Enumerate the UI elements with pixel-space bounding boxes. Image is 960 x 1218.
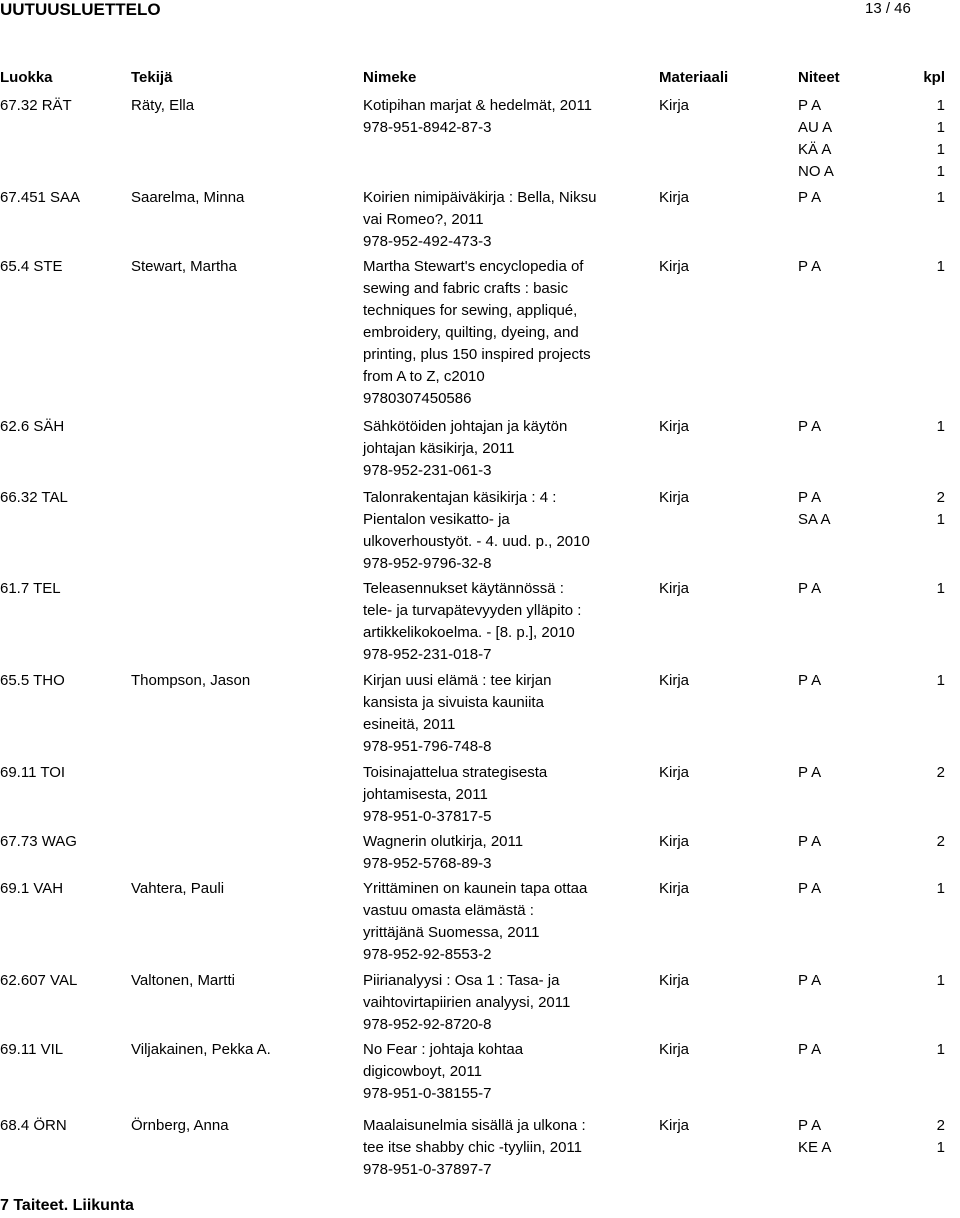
title-line: vai Romeo?, 2011 [363, 211, 484, 228]
class-code-text: 69.1 VAH [0, 880, 64, 897]
copy-count: 2 [936, 833, 945, 850]
copy-count: 1 [936, 141, 945, 158]
class-code-text: 68.4 ÖRN [0, 1117, 67, 1134]
material [659, 670, 689, 692]
title-line: Pientalon vesikatto- ja [363, 511, 510, 528]
title-line: from A to Z, c2010 [363, 368, 485, 385]
title-line: Koirien nimipäiväkirja : Bella, Niksu [363, 189, 597, 206]
copies-location [798, 762, 821, 784]
title [363, 578, 653, 666]
copies-location [798, 878, 821, 900]
author [131, 670, 250, 692]
title-line: 978-951-0-37897-7 [363, 1161, 492, 1178]
title-line: ulkoverhoustyöt. - 4. uud. p., 2010 [363, 533, 590, 550]
copies-count [937, 95, 945, 183]
location-code: KE A [798, 1139, 832, 1156]
location-code: P A [798, 189, 822, 206]
column-header-tekija: Tekijä [131, 69, 173, 86]
copies-location [798, 416, 821, 438]
copies-location [798, 970, 821, 992]
material-text: Kirja [659, 972, 690, 989]
material [659, 970, 689, 992]
copy-count: 2 [936, 764, 945, 781]
copies-count [937, 878, 945, 900]
material [659, 1039, 689, 1061]
location-code: P A [798, 764, 822, 781]
copies-count [937, 256, 945, 278]
class-code [0, 578, 61, 600]
material [659, 95, 689, 117]
column-header-materiaali: Materiaali [659, 69, 729, 86]
location-code: P A [798, 880, 822, 897]
copies-location [798, 578, 821, 600]
material-text: Kirja [659, 1041, 690, 1058]
location-code: P A [798, 418, 822, 435]
title-line: 978-951-0-37817-5 [363, 808, 492, 825]
class-code [0, 487, 68, 509]
material-text: Kirja [659, 833, 690, 850]
copy-count: 1 [936, 258, 945, 275]
class-code-text: 65.4 STE [0, 258, 63, 275]
title [363, 1115, 653, 1181]
class-code-text: 65.5 THO [0, 672, 65, 689]
title-line: techniques for sewing, appliqué, [363, 302, 578, 319]
material [659, 762, 689, 784]
copies-location [798, 256, 821, 278]
class-code-text: 62.607 VAL [0, 972, 78, 989]
location-code: SA A [798, 511, 831, 528]
title-line: Teleasennukset käytännössä : [363, 580, 564, 597]
title-line: tee itse shabby chic -tyyliin, 2011 [363, 1139, 583, 1156]
copies-location [798, 187, 821, 209]
author-text: Stewart, Martha [131, 258, 237, 275]
title-line: Sähkötöiden johtajan ja käytön [363, 418, 568, 435]
copies-count [937, 670, 945, 692]
location-code: P A [798, 1117, 822, 1134]
title-line: Kirjan uusi elämä : tee kirjan [363, 672, 552, 689]
title-line: 978-952-231-061-3 [363, 462, 492, 479]
title-line: 978-952-492-473-3 [363, 233, 492, 250]
page-number: 13 / 46 [865, 0, 911, 17]
author [131, 95, 194, 117]
copy-count: 1 [936, 972, 945, 989]
copies-count [937, 762, 945, 784]
title-line: 978-951-0-38155-7 [363, 1085, 492, 1102]
title-line: 978-951-8942-87-3 [363, 119, 492, 136]
location-code: P A [798, 972, 822, 989]
title-line: artikkelikokoelma. - [8. p.], 2010 [363, 624, 575, 641]
material-text: Kirja [659, 580, 690, 597]
title-line: johtajan käsikirja, 2011 [363, 440, 515, 457]
class-code-text: 67.32 RÄT [0, 97, 72, 114]
class-code-text: 61.7 TEL [0, 580, 61, 597]
title [363, 878, 653, 966]
class-code [0, 762, 65, 784]
class-code [0, 831, 77, 853]
column-header-luokka: Luokka [0, 69, 53, 86]
material-text: Kirja [659, 880, 690, 897]
material-text: Kirja [659, 672, 690, 689]
copy-count: 1 [936, 119, 945, 136]
title-line: 978-951-796-748-8 [363, 738, 492, 755]
class-code-text: 67.451 SAA [0, 189, 81, 206]
copies-location [798, 670, 821, 692]
column-header-kpl: kpl [923, 69, 945, 86]
material [659, 256, 689, 278]
copy-count: 1 [936, 672, 945, 689]
title-line: Piirianalyysi : Osa 1 : Tasa- ja [363, 972, 560, 989]
material [659, 878, 689, 900]
copies-count [937, 187, 945, 209]
column-header-niteet: Niteet [798, 69, 840, 86]
class-code [0, 95, 72, 117]
title-line: Yrittäminen on kaunein tapa ottaa [363, 880, 588, 897]
location-code: AU A [798, 119, 833, 136]
copies-location [798, 1115, 831, 1159]
location-code: P A [798, 258, 822, 275]
title-line: printing, plus 150 inspired projects [363, 346, 591, 363]
class-code-text: 66.32 TAL [0, 489, 68, 506]
material-text: Kirja [659, 1117, 690, 1134]
copies-count [937, 487, 945, 531]
title [363, 762, 653, 828]
location-code: P A [798, 97, 822, 114]
title-line: sewing and fabric crafts : basic [363, 280, 569, 297]
class-code [0, 187, 80, 209]
copy-count: 2 [936, 489, 945, 506]
class-code-text: 62.6 SÄH [0, 418, 65, 435]
material-text: Kirja [659, 189, 690, 206]
class-code [0, 1115, 67, 1137]
title-line: Martha Stewart's encyclopedia of [363, 258, 584, 275]
author-text: Viljakainen, Pekka A. [131, 1041, 271, 1058]
copy-count: 1 [936, 880, 945, 897]
copy-count: 2 [936, 1117, 945, 1134]
location-code: P A [798, 833, 822, 850]
column-header-nimeke: Nimeke [363, 69, 417, 86]
class-code [0, 1039, 63, 1061]
title-line: vaihtovirtapiirien analyysi, 2011 [363, 994, 571, 1011]
title-line: 978-952-92-8553-2 [363, 946, 492, 963]
class-code [0, 256, 63, 278]
copies-count [937, 831, 945, 853]
section-heading: 7 Taiteet. Liikunta [0, 1197, 134, 1214]
title-line: kansista ja sivuista kauniita [363, 694, 544, 711]
copies-count [937, 1039, 945, 1061]
title-line: 978-952-9796-32-8 [363, 555, 492, 572]
title-line: embroidery, quilting, dyeing, and [363, 324, 579, 341]
author-text: Räty, Ella [131, 97, 195, 114]
title-line: 978-952-92-8720-8 [363, 1016, 492, 1033]
copy-count: 1 [936, 511, 945, 528]
copies-count [937, 1115, 945, 1159]
class-code-text: 69.11 TOI [0, 764, 66, 781]
title-line: 978-952-231-018-7 [363, 646, 492, 663]
title [363, 831, 653, 875]
location-code: NO A [798, 163, 834, 180]
title [363, 970, 653, 1036]
material [659, 416, 689, 438]
copies-location [798, 831, 821, 853]
class-code [0, 670, 65, 692]
class-code-text: 69.11 VIL [0, 1041, 64, 1058]
title-line: No Fear : johtaja kohtaa [363, 1041, 524, 1058]
material [659, 487, 689, 509]
class-code [0, 416, 64, 438]
title-line: johtamisesta, 2011 [363, 786, 488, 803]
author-text: Valtonen, Martti [131, 972, 235, 989]
location-code: P A [798, 1041, 822, 1058]
author [131, 1115, 229, 1137]
author [131, 256, 237, 278]
copy-count: 1 [936, 1041, 945, 1058]
title-line: Wagnerin olutkirja, 2011 [363, 833, 524, 850]
title-line: esineitä, 2011 [363, 716, 456, 733]
catalog-title: UUTUUSLUETTELO [0, 0, 161, 19]
copy-count: 1 [936, 163, 945, 180]
material [659, 187, 689, 209]
material-text: Kirja [659, 489, 690, 506]
author-text: Thompson, Jason [131, 672, 251, 689]
title-line: Toisinajattelua strategisesta [363, 764, 548, 781]
copy-count: 1 [936, 97, 945, 114]
copy-count: 1 [936, 418, 945, 435]
material [659, 831, 689, 853]
author [131, 1039, 271, 1061]
title [363, 670, 653, 758]
author-text: Örnberg, Anna [131, 1117, 229, 1134]
copy-count: 1 [936, 580, 945, 597]
title [363, 256, 653, 410]
copies-location [798, 95, 834, 183]
title-line: Talonrakentajan käsikirja : 4 : [363, 489, 557, 506]
author [131, 878, 224, 900]
class-code [0, 878, 63, 900]
copy-count: 1 [936, 1139, 945, 1156]
title-line: 9780307450586 [363, 390, 472, 407]
title-line: vastuu omasta elämästä : [363, 902, 534, 919]
title [363, 416, 653, 482]
location-code: P A [798, 489, 822, 506]
class-code [0, 970, 77, 992]
copies-count [937, 970, 945, 992]
title [363, 187, 653, 253]
title-line: Kotipihan marjat & hedelmät, 2011 [363, 97, 593, 114]
material-text: Kirja [659, 97, 690, 114]
material-text: Kirja [659, 258, 690, 275]
copies-count [937, 416, 945, 438]
title-line: digicowboyt, 2011 [363, 1063, 482, 1080]
location-code: P A [798, 672, 822, 689]
material-text: Kirja [659, 764, 690, 781]
class-code-text: 67.73 WAG [0, 833, 77, 850]
material-text: Kirja [659, 418, 690, 435]
author-text: Vahtera, Pauli [131, 880, 225, 897]
author [131, 187, 244, 209]
title-line: tele- ja turvapätevyyden ylläpito : [363, 602, 582, 619]
title-line: yrittäjänä Suomessa, 2011 [363, 924, 540, 941]
title-line: 978-952-5768-89-3 [363, 855, 492, 872]
material [659, 1115, 689, 1137]
copies-count [937, 578, 945, 600]
location-code: KÄ A [798, 141, 832, 158]
title [363, 1039, 653, 1105]
title [363, 95, 653, 139]
material [659, 578, 689, 600]
copies-location [798, 487, 831, 531]
title-line: Maalaisunelmia sisällä ja ulkona : [363, 1117, 586, 1134]
copies-location [798, 1039, 821, 1061]
copy-count: 1 [936, 189, 945, 206]
location-code: P A [798, 580, 822, 597]
title [363, 487, 653, 575]
author [131, 970, 235, 992]
author-text: Saarelma, Minna [131, 189, 245, 206]
